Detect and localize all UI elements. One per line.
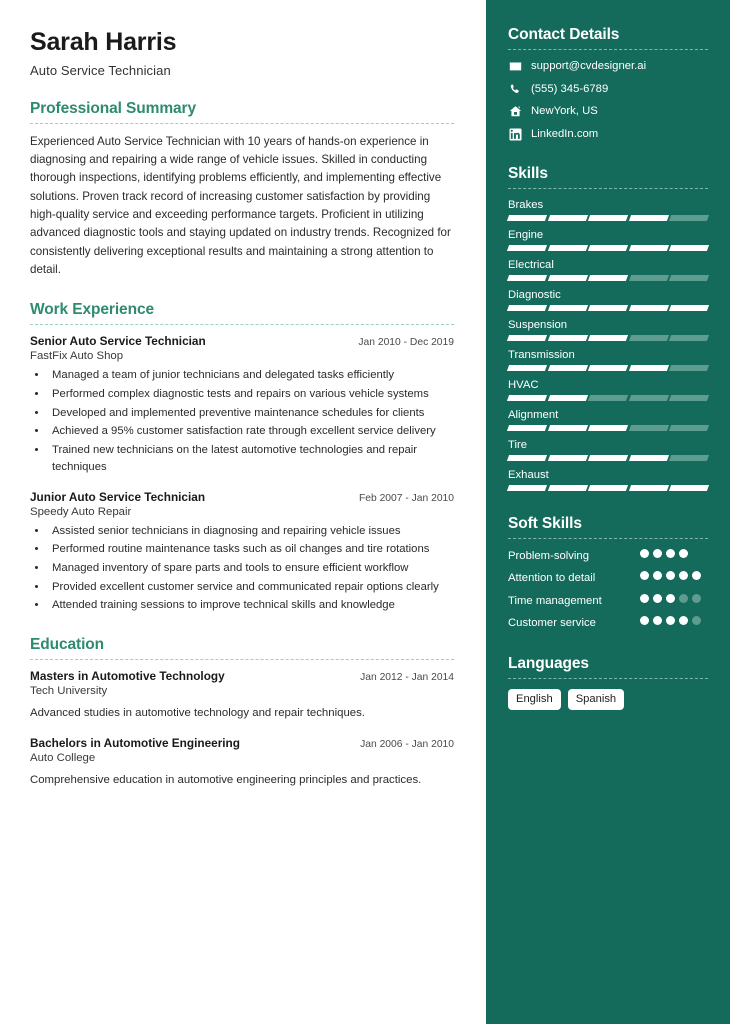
skill-rating-bar [508,335,708,341]
skill-segment [629,245,669,251]
skill-label: Engine [508,229,544,242]
contact-list [508,60,708,141]
soft-skill-label: Attention to detail [508,572,596,585]
skill-label: Brakes [508,199,544,212]
skill-rating-bar [508,215,708,221]
skill-segment [548,335,588,341]
skill-segment [669,395,709,401]
work-bullet: • Achieved a 95% customer satisfaction rate through excellent service delivery [48,423,454,440]
skill-segment [588,335,628,341]
soft-skill-rating [640,549,708,558]
skill-segment [588,455,628,461]
work-entry [30,334,454,475]
education-entry-organization: Auto College [30,752,96,765]
soft-skill-dot [692,616,701,625]
skill-segment [669,305,709,311]
soft-skill-rating [640,616,708,625]
section-languages [508,655,708,710]
soft-skill-dot [666,571,675,580]
language-tag: English [508,689,561,710]
skill-segment [629,395,669,401]
skill-segment [548,485,588,491]
section-heading-contact: Contact Details [508,26,620,43]
divider [508,188,708,189]
skill-label: Suspension [508,319,568,332]
soft-skill-label: Problem-solving [508,550,589,563]
skill-row [508,439,708,461]
work-bullet: • Assisted senior technicians in diagnosing and repairing vehicle issues [48,523,454,540]
skill-row [508,349,708,371]
skill-rating-bar [508,365,708,371]
work-bullet-list [48,367,454,475]
skill-segment [507,215,547,221]
skill-segment [548,245,588,251]
soft-skill-dot [692,594,701,603]
divider [508,678,708,679]
skill-rating-bar [508,305,708,311]
skill-segment [507,305,547,311]
skill-rating-bar [508,245,708,251]
skill-rating-bar [508,275,708,281]
page-title [30,28,454,78]
work-bullet: • Trained new technicians on the latest automotive technologies and repair techniques [48,442,454,475]
skill-label: Tire [508,439,528,452]
work-bullet: • Provided excellent customer service and communicated repair options clearly [48,579,454,596]
soft-skill-dot [666,549,675,558]
skill-segment [669,365,709,371]
skill-segment [669,425,709,431]
contact-item[interactable] [508,105,708,119]
skill-segment [507,365,547,371]
skill-segment [588,395,628,401]
skill-segment [507,425,547,431]
soft-skill-row [508,594,708,609]
candidate-job-title: Auto Service Technician [30,62,171,78]
soft-skill-dot [640,571,649,580]
skill-segment [548,455,588,461]
skill-rating-bar [508,425,708,431]
divider [30,659,454,660]
soft-skill-dot [666,594,675,603]
soft-skill-dot [653,594,662,603]
contact-value: NewYork, US [531,105,598,118]
education-entry-date: Jan 2012 - Jan 2014 [360,672,454,684]
soft-skill-dot [640,616,649,625]
skill-segment [548,395,588,401]
skill-segment [507,275,547,281]
work-entry-date: Feb 2007 - Jan 2010 [358,492,454,504]
section-heading-languages: Languages [508,655,589,673]
skill-segment [507,335,547,341]
education-entry-title: Bachelors in Automotive Engineering [30,736,240,751]
soft-skill-dot [679,616,688,625]
education-entry-description: Comprehensive education in automotive engineering principles and practices. [30,774,422,787]
contact-value: support@cvdesigner.ai [531,60,647,72]
work-bullet-list [48,523,454,615]
skill-segment [669,275,709,281]
work-bullet: • Performed complex diagnostic tests and repairs on various vehicle systems [48,386,454,403]
skill-rating-bar [508,455,708,461]
linkedin-icon [508,128,522,141]
sidebar [486,0,730,1024]
education-entry [30,736,454,789]
contact-item[interactable] [508,60,708,74]
work-bullet: • Performed routine maintenance tasks such as oil changes and tire rotations [48,541,454,558]
skill-segment [507,245,547,251]
section-heading-soft-skills: Soft Skills [508,515,582,533]
section-heading-work: Work Experience [30,301,154,319]
section-soft-skills [508,515,708,631]
education-entry-header [30,736,454,750]
contact-item[interactable] [508,128,708,142]
skill-label: Transmission [508,349,575,362]
education-entry-title: Masters in Automotive Technology [30,669,225,684]
phone-icon [508,83,522,96]
soft-skill-dot [640,594,649,603]
skill-rating-bar [508,395,708,401]
skill-segment [588,245,628,251]
skill-segment [588,365,628,371]
skill-segment [548,305,588,311]
work-entry-organization: FastFix Auto Shop [30,350,124,363]
envelope-icon [508,60,522,73]
skill-segment [588,425,628,431]
soft-skill-rating [640,594,708,603]
skill-segment [548,215,588,221]
work-entry-date: Jan 2010 - Dec 2019 [358,337,454,349]
skill-segment [588,485,628,491]
contact-value: (555) 345-6789 [531,82,609,95]
skill-segment [629,365,669,371]
skill-row [508,199,708,221]
soft-skill-label: Customer service [508,616,596,629]
work-bullet: • Managed a team of junior technicians and delegated tasks efficiently [48,367,454,384]
skill-segment [588,305,628,311]
skill-segment [588,275,628,281]
soft-skill-dot [679,549,688,558]
work-entry-list [30,334,454,614]
contact-value: LinkedIn.com [531,127,599,140]
soft-skill-row [508,549,708,564]
skill-segment [629,305,669,311]
skill-segment [507,395,547,401]
skill-segment [669,215,709,221]
skill-segment [629,485,669,491]
candidate-name: Sarah Harris [30,28,177,56]
section-skills [508,165,708,491]
soft-skill-dot [692,571,701,580]
section-contact-details [508,26,708,141]
skill-segment [507,455,547,461]
skill-list [508,199,708,491]
soft-skill-label: Time management [508,594,602,607]
divider [508,538,708,539]
skill-segment [629,275,669,281]
divider [508,49,708,50]
language-tag: Spanish [568,689,624,710]
work-entry-title: Senior Auto Service Technician [30,334,206,349]
skill-segment [548,365,588,371]
skill-label: Exhaust [508,469,549,482]
soft-skill-list [508,549,708,631]
skill-segment [669,335,709,341]
skill-row [508,409,708,431]
education-entry [30,669,454,722]
skill-segment [548,275,588,281]
section-heading-education: Education [30,636,105,654]
skill-label: HVAC [508,379,539,392]
education-entry-date: Jan 2006 - Jan 2010 [360,739,454,751]
work-entry-organization: Speedy Auto Repair [30,505,132,518]
contact-item[interactable] [508,83,708,97]
skill-segment [629,215,669,221]
skill-row [508,379,708,401]
work-bullet: • Attended training sessions to improve technical skills and knowledge [48,597,454,614]
home-icon [508,105,522,118]
skill-segment [669,485,709,491]
soft-skill-dot [640,549,649,558]
work-entry-header [30,334,454,348]
soft-skill-dot [653,571,662,580]
section-heading-summary: Professional Summary [30,99,196,117]
skill-row [508,259,708,281]
skill-segment [629,455,669,461]
summary-text: Experienced Auto Service Technician with 10 years of hands-on experience in diagnosing and repairing a wide range of vehicle issues. Skilled in conducting thorough inspections, identifying problems efficiently, and implementing effective solutions. Proven track record of increasing customer satisfaction by providing high-quality service and exceeding performance targets. Proficient in utilizing advanced diagnostic tools and staying updated on industry trends. Recognized for consistently delivering exceptional results and maintaining a strong attention to detail. [30,134,451,276]
section-work-experience [30,301,454,614]
skill-row [508,229,708,251]
work-entry [30,490,454,615]
education-entry-description: Advanced studies in automotive technology and repair techniques. [30,707,365,720]
soft-skill-dot [653,616,662,625]
work-entry-header [30,490,454,504]
education-entry-list [30,669,454,789]
language-tag-list [508,689,708,710]
skill-segment [588,215,628,221]
education-entry-header [30,669,454,683]
soft-skill-rating [640,571,708,580]
soft-skill-row [508,571,708,586]
skill-segment [629,335,669,341]
skill-segment [507,485,547,491]
skill-row [508,319,708,341]
section-professional-summary [30,100,454,280]
section-education [30,636,454,789]
skill-row [508,289,708,311]
skill-row [508,469,708,491]
soft-skill-dot [653,549,662,558]
skill-label: Alignment [508,409,559,422]
soft-skill-dot [679,594,688,603]
education-entry-organization: Tech University [30,685,108,698]
skill-label: Electrical [508,259,554,272]
skill-segment [629,425,669,431]
work-bullet: • Managed inventory of spare parts and tools to ensure efficient workflow [48,560,454,577]
soft-skill-dot [679,571,688,580]
work-bullet: • Developed and implemented preventive maintenance schedules for clients [48,405,454,422]
soft-skill-dot [666,616,675,625]
work-entry-title: Junior Auto Service Technician [30,489,206,504]
divider [30,324,454,325]
soft-skill-row [508,616,708,631]
skill-segment [669,455,709,461]
section-heading-skills: Skills [508,165,548,183]
skill-segment [669,245,709,251]
skill-rating-bar [508,485,708,491]
skill-label: Diagnostic [508,289,561,302]
skill-segment [548,425,588,431]
divider [30,123,454,124]
